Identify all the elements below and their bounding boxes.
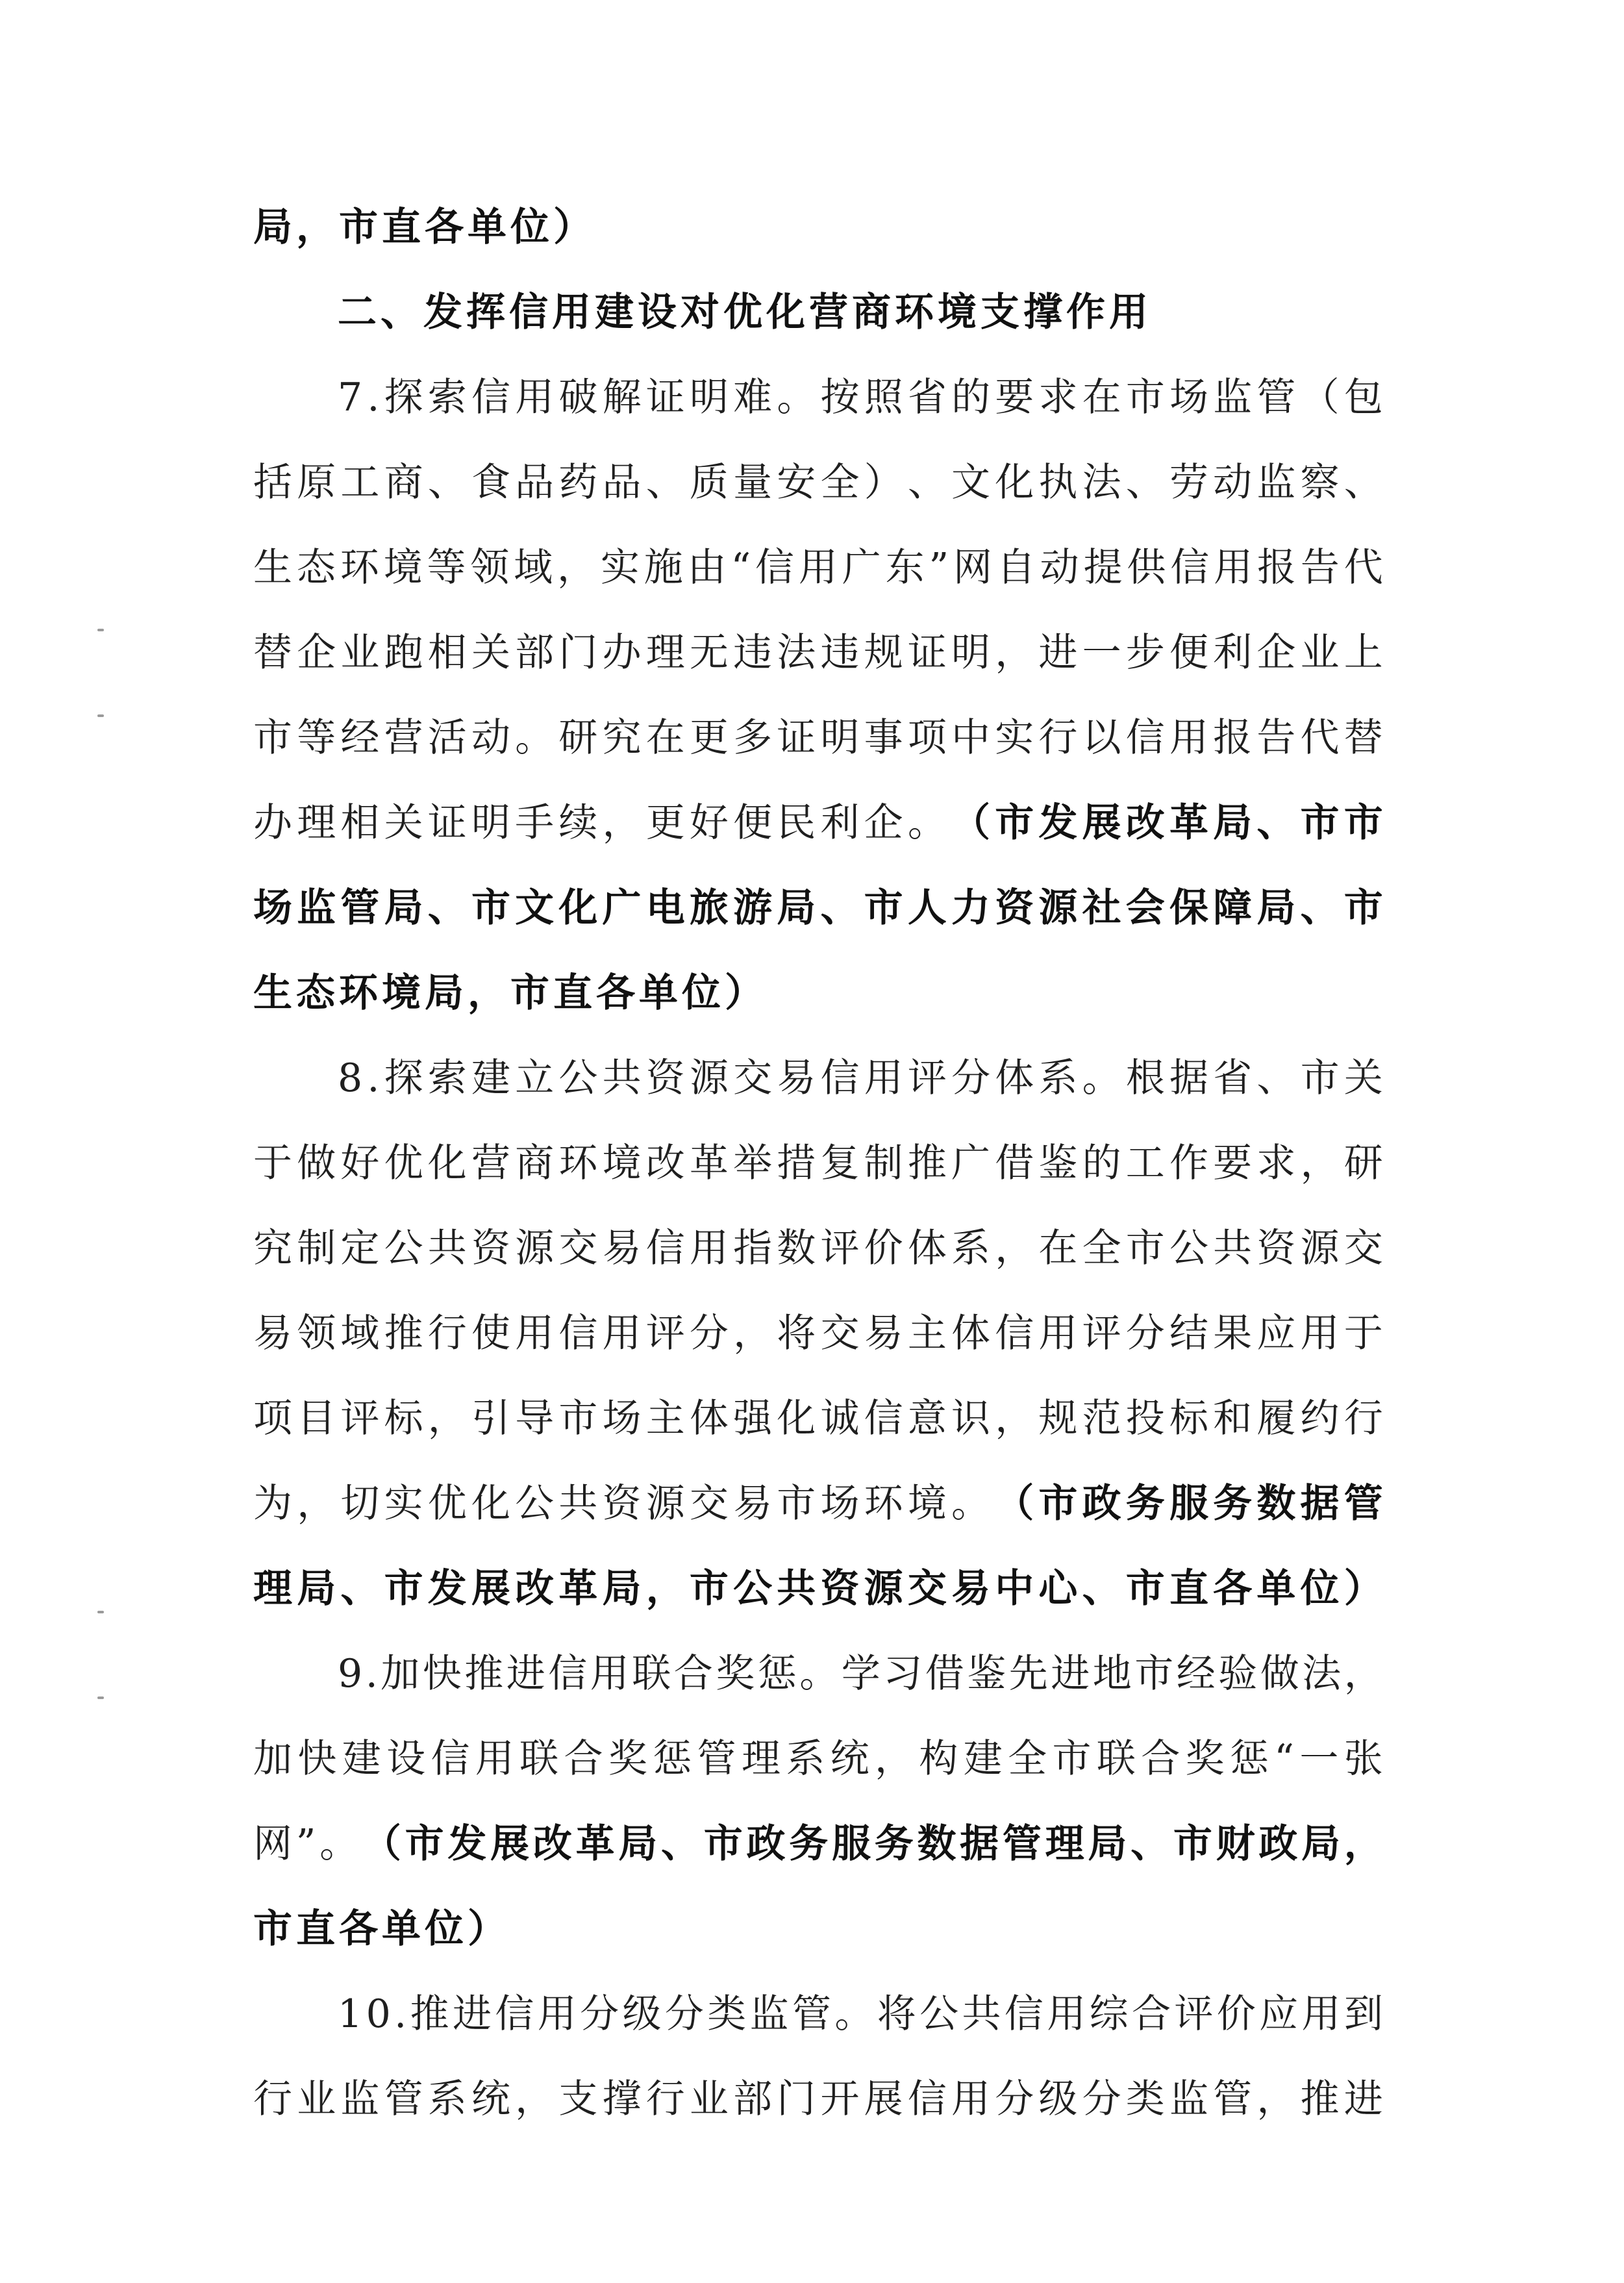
text-segment-bold: 市直各单位） bbox=[253, 1906, 510, 1952]
text-line: 于 做 好 优 化 营 商 环 境 改 革 举 措 复 制 推 广 借 鉴 的 工 作 要 求 ， 研 bbox=[253, 1141, 1383, 1186]
text-line: 7 . 探 索 信 用 破 解 证 明 难 。 按 照 省 的 要 求 在 市 场 监 管 （ 包 bbox=[338, 375, 1383, 420]
text-line: 生 态 环 境 等 领 域 ， 实 施 由 “ 信 用 广 东 ” 网 自 动 提 供 信 用 报 告 代 bbox=[253, 545, 1383, 590]
text-line: 易 领 域 推 行 使 用 信 用 评 分 ， 将 交 易 主 体 信 用 评 分 结 果 应 用 于 bbox=[253, 1311, 1383, 1356]
text-line: 行 业 监 管 系 统 ， 支 撑 行 业 部 门 开 展 信 用 分 级 分 类 监 管 ， 推 进 bbox=[253, 2076, 1383, 2122]
text-line: 网 ” 。 （ 市 发 展 改 革 局 、 市 政 务 服 务 数 据 管 理 局 、 市 财 政 局 ， bbox=[253, 1821, 1383, 1867]
text-line: 办 理 相 关 证 明 手 续 ， 更 好 便 民 利 企 。 （ 市 发 展 改 革 局 、 市 市 bbox=[253, 800, 1383, 846]
text-segment-bold: 二、发挥信用建设对优化营商环境支撑作用 bbox=[338, 290, 1152, 335]
scan-mark bbox=[97, 1611, 104, 1613]
text-line: 场 监 管 局 、 市 文 化 广 电 旅 游 局 、 市 人 力 资 源 社 会 保 障 局 、 市 bbox=[253, 885, 1383, 931]
text-line bbox=[253, 1897, 1383, 1961]
text-line: 8 . 探 索 建 立 公 共 资 源 交 易 信 用 评 分 体 系 。 根 据 省 、 市 关 bbox=[338, 1055, 1383, 1101]
text-segment-bold: 局，市直各单位） bbox=[253, 205, 596, 250]
text-line: 项 目 评 标 ， 引 导 市 场 主 体 强 化 诚 信 意 识 ， 规 范 投 标 和 履 约 行 bbox=[253, 1396, 1383, 1441]
scan-mark bbox=[97, 714, 104, 717]
text-line: 1 0 . 推 进 信 用 分 级 分 类 监 管 。 将 公 共 信 用 综 合 评 价 应 用 到 bbox=[338, 1991, 1383, 2037]
text-line bbox=[253, 280, 1468, 345]
text-line: 9 . 加 快 推 进 信 用 联 合 奖 惩 。 学 习 借 鉴 先 进 地 市 经 验 做 法 ， bbox=[338, 1651, 1383, 1696]
text-line: 括 原 工 商 、 食 品 药 品 、 质 量 安 全 ） 、 文 化 执 法 、 劳 动 监 察 、 bbox=[253, 460, 1383, 505]
scan-mark bbox=[97, 629, 104, 631]
text-line bbox=[253, 195, 1383, 260]
text-line: 为 ， 切 实 优 化 公 共 资 源 交 易 市 场 环 境 。 （ 市 政 务 服 务 数 据 管 bbox=[253, 1481, 1383, 1526]
text-segment-bold: 生态环境局，市直各单位） bbox=[253, 970, 768, 1016]
text-line: 加 快 建 设 信 用 联 合 奖 惩 管 理 系 统 ， 构 建 全 市 联 合 奖 惩 “ 一 张 bbox=[253, 1736, 1383, 1782]
text-line: 替 企 业 跑 相 关 部 门 办 理 无 违 法 违 规 证 明 ， 进 一 步 便 利 企 业 上 bbox=[253, 630, 1383, 675]
text-line bbox=[253, 961, 1383, 1026]
text-line: 理 局 、 市 发 展 改 革 局 ， 市 公 共 资 源 交 易 中 心 、 市 直 各 单 位 ） bbox=[253, 1566, 1383, 1611]
text-line: 究 制 定 公 共 资 源 交 易 信 用 指 数 评 价 体 系 ， 在 全 市 公 共 资 源 交 bbox=[253, 1226, 1383, 1271]
scan-mark bbox=[97, 1696, 104, 1699]
text-line: 市 等 经 营 活 动 。 研 究 在 更 多 证 明 事 项 中 实 行 以 信 用 报 告 代 替 bbox=[253, 715, 1383, 761]
